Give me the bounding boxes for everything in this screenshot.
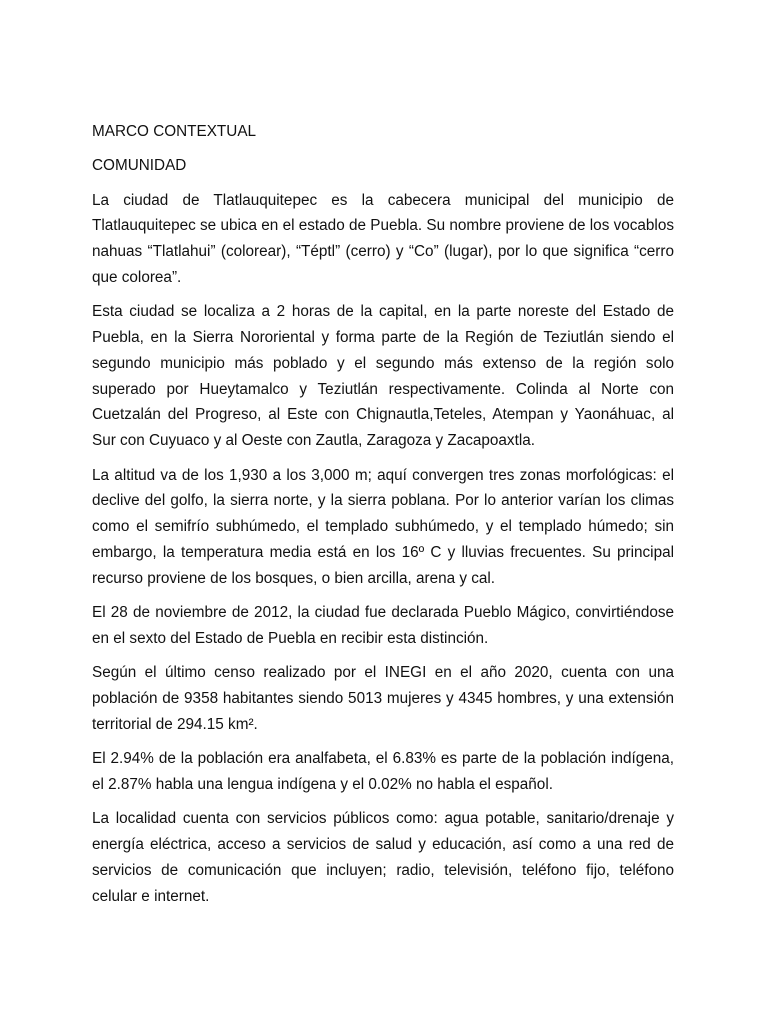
document-title: MARCO CONTEXTUAL	[92, 123, 257, 140]
paragraph-pueblo-magico: El 28 de noviembre de 2012, la ciudad fue declarada Pueblo Mágico, convirtiéndose en el sexto del Estado de Puebla en recibir esta distinción.	[92, 604, 674, 647]
document-page	[92, 119, 674, 918]
paragraph-services: La localidad cuenta con servicios públicos como: agua potable, sanitario/drenaje y energía eléctrica, acceso a servicios de salud y educación, así como a una red de servicios de comunicación que incluyen; radio, televisión, teléfono fijo, teléfono celular e internet.	[92, 810, 674, 905]
section-heading: COMUNIDAD	[92, 157, 187, 175]
paragraph-climate: La altitud va de los 1,930 a los 3,000 m; aquí convergen tres zonas morfológicas: el declive del golfo, la sierra norte, y la sierra poblana. Por lo anterior varían los climas como el semifrío subhúmedo, el templado subhúmedo, y el templado húmedo; sin embargo, la temperatura media está en los 16º C y lluvias frecuentes. Su principal recurso proviene de los bosques, o bien arcilla, arena y cal.	[92, 466, 674, 587]
paragraph-census: Según el último censo realizado por el INEGI en el año 2020, cuenta con una población de 9358 habitantes siendo 5013 mujeres y 4345 hombres, y una extensión territorial de 294.15 km².	[92, 664, 674, 733]
paragraph-location: Esta ciudad se localiza a 2 horas de la capital, en la parte noreste del Estado de Puebla, en la Sierra Nororiental y forma parte de la Región de Teziutlán siendo el segundo municipio más poblado y el segundo más extenso de la región solo superado por Hueytamalco y Teziutlán respectivamente. Colinda al Norte con Cuetzalán del Progreso, al Este con Chignautla,Teteles, Atempan y Yaonáhuac, al Sur con Cuyuaco y al Oeste con Zautla, Zaragoza y Zacapoaxtla.	[92, 303, 674, 450]
paragraph-demographics: El 2.94% de la población era analfabeta, el 6.83% es parte de la población indígena, el 2.87% habla una lengua indígena y el 0.02% no habla el español.	[92, 750, 674, 793]
paragraph-origin: La ciudad de Tlatlauquitepec es la cabecera municipal del municipio de Tlatlauquitepec se ubica en el estado de Puebla. Su nombre proviene de los vocablos nahuas “Tlatlahui” (colorear), “Téptl” (cerro) y “Co” (lugar), por lo que significa “cerro que colorea”.	[92, 191, 674, 286]
